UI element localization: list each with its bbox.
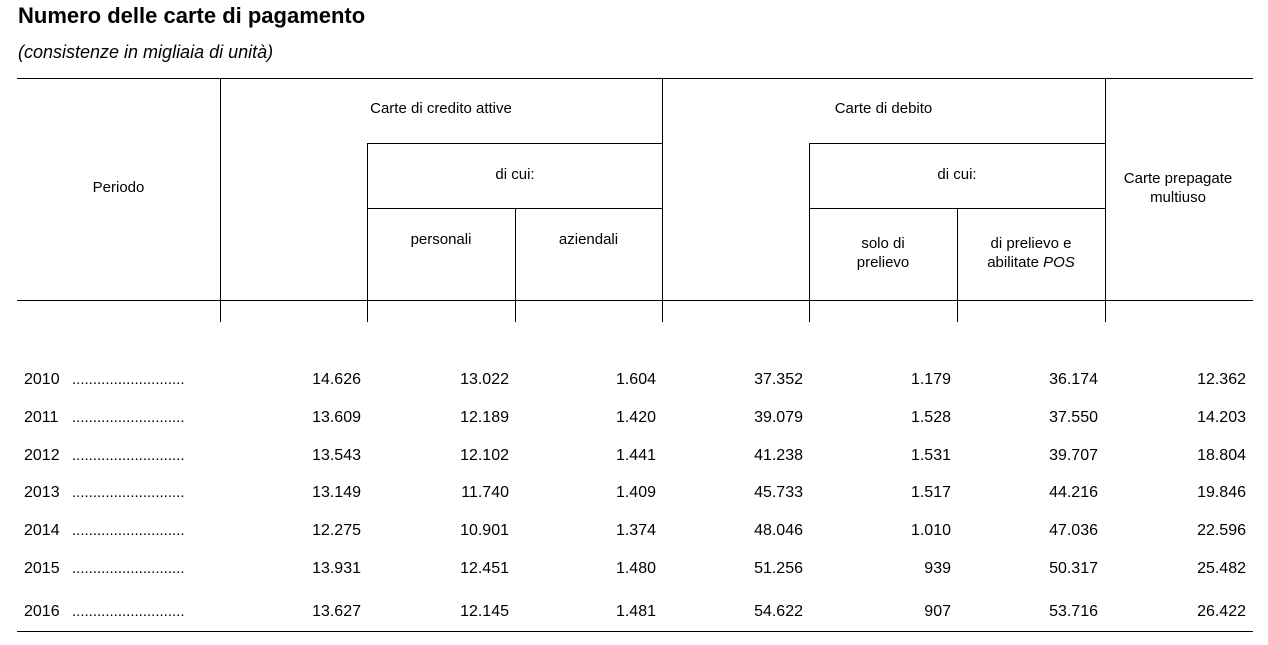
cell-credito-personali: 11.740 <box>461 484 509 501</box>
cell-debito: 37.352 <box>754 371 803 388</box>
table-bottom-rule <box>17 631 1253 632</box>
cell-debito-prelievo-pos: 37.550 <box>1049 409 1098 426</box>
row-leader-dots: ........................... <box>72 371 185 388</box>
cell-credito-personali: 10.901 <box>460 522 509 539</box>
cell-credito-aziendali: 1.420 <box>615 409 656 426</box>
header-prelievo-pos-italic: POS <box>1043 254 1075 271</box>
cell-debito-solo-prelievo: 939 <box>924 560 951 577</box>
cell-credito-aziendali: 1.409 <box>615 484 656 501</box>
header-personali: personali <box>410 231 472 248</box>
table-row <box>0 484 1268 504</box>
cell-credito-aziendali: 1.481 <box>615 603 656 620</box>
credito-subheader-rule <box>367 143 663 144</box>
cell-credito-aziendali: 1.604 <box>615 371 656 388</box>
header-carte-prepagate: Carte prepagate multiuso <box>1123 170 1233 206</box>
row-year: 2010 <box>24 371 60 388</box>
cell-credito-aziendali: 1.480 <box>615 560 656 577</box>
row-leader-dots: ........................... <box>72 522 185 539</box>
cell-debito-solo-prelievo: 1.531 <box>910 447 951 464</box>
table-row <box>0 371 1268 391</box>
header-credito-dicui: di cui: <box>495 166 535 183</box>
header-debito-dicui: di cui: <box>937 166 977 183</box>
cell-credito-personali: 12.451 <box>460 560 509 577</box>
cell-prepagate: 14.203 <box>1197 409 1246 426</box>
col-divider-3 <box>515 208 516 322</box>
cell-debito-prelievo-pos: 36.174 <box>1049 371 1098 388</box>
cell-debito-prelievo-pos: 53.716 <box>1049 603 1098 620</box>
header-periodo: Periodo <box>92 179 145 196</box>
row-leader-dots: ........................... <box>72 560 185 577</box>
row-leader-dots: ........................... <box>72 603 185 620</box>
cell-debito-solo-prelievo: 1.517 <box>910 484 951 501</box>
cell-credito-personali: 12.145 <box>460 603 509 620</box>
cell-prepagate: 26.422 <box>1197 603 1246 620</box>
cell-prepagate: 22.596 <box>1197 522 1246 539</box>
row-year: 2011 <box>24 409 59 426</box>
cell-credito-attive: 13.609 <box>312 409 361 426</box>
header-prelievo-pos-text: di prelievo e abilitate <box>987 235 1072 271</box>
header-solo-prelievo: solo di prelievo <box>856 235 910 271</box>
header-aziendali: aziendali <box>558 231 619 248</box>
cell-prepagate: 12.362 <box>1197 371 1246 388</box>
row-leader-dots: ........................... <box>72 484 185 501</box>
cell-credito-personali: 12.189 <box>460 409 509 426</box>
cell-debito: 39.079 <box>754 409 803 426</box>
row-leader-dots: ........................... <box>72 409 185 426</box>
cell-debito-prelievo-pos: 50.317 <box>1049 560 1098 577</box>
cell-debito: 54.622 <box>754 603 803 620</box>
cell-debito-prelievo-pos: 39.707 <box>1049 447 1098 464</box>
cell-prepagate: 19.846 <box>1197 484 1246 501</box>
header-bottom-rule <box>17 300 1253 301</box>
cell-credito-personali: 12.102 <box>460 447 509 464</box>
table-row <box>0 522 1268 542</box>
header-carte-credito: Carte di credito attive <box>370 100 512 117</box>
cell-debito: 45.733 <box>754 484 803 501</box>
cell-credito-attive: 13.931 <box>312 560 361 577</box>
cell-credito-aziendali: 1.374 <box>615 522 656 539</box>
table-row <box>0 560 1268 580</box>
cell-credito-attive: 12.275 <box>312 522 361 539</box>
cell-debito: 51.256 <box>754 560 803 577</box>
cell-credito-personali: 13.022 <box>460 371 509 388</box>
cell-debito-prelievo-pos: 47.036 <box>1049 522 1098 539</box>
cell-credito-attive: 13.543 <box>312 447 361 464</box>
cell-prepagate: 18.804 <box>1197 447 1246 464</box>
cell-credito-attive: 13.627 <box>312 603 361 620</box>
cell-debito: 48.046 <box>754 522 803 539</box>
cell-debito-prelievo-pos: 44.216 <box>1049 484 1098 501</box>
header-carte-debito: Carte di debito <box>834 100 933 117</box>
cell-debito: 41.238 <box>754 447 803 464</box>
cell-credito-attive: 13.149 <box>312 484 361 501</box>
page-subtitle: (consistenze in migliaia di unità) <box>18 42 274 62</box>
row-year: 2014 <box>24 522 60 539</box>
row-year: 2013 <box>24 484 60 501</box>
table-row <box>0 603 1268 623</box>
top-rule <box>17 78 1253 79</box>
header-prelievo-pos <box>972 234 1090 272</box>
cell-debito-solo-prelievo: 1.010 <box>910 522 951 539</box>
debito-subheader-rule <box>809 143 1105 144</box>
row-year: 2015 <box>24 560 60 577</box>
table-row <box>0 409 1268 429</box>
cell-credito-aziendali: 1.441 <box>615 447 656 464</box>
cell-credito-attive: 14.626 <box>312 371 361 388</box>
cell-debito-solo-prelievo: 1.528 <box>910 409 951 426</box>
col-divider-7 <box>1105 78 1106 322</box>
cell-prepagate: 25.482 <box>1197 560 1246 577</box>
table-row <box>0 447 1268 467</box>
row-year: 2016 <box>24 603 60 620</box>
col-divider-6 <box>957 208 958 322</box>
cell-debito-solo-prelievo: 907 <box>924 603 951 620</box>
row-year: 2012 <box>24 447 60 464</box>
row-leader-dots: ........................... <box>72 447 185 464</box>
cell-debito-solo-prelievo: 1.179 <box>910 371 951 388</box>
page-title: Numero delle carte di pagamento <box>18 3 366 28</box>
